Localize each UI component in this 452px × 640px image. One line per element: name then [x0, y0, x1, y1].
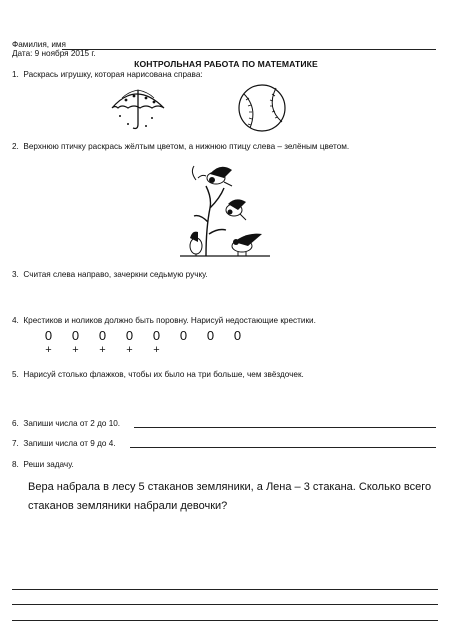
task-text: Верхнюю птичку раскрась жёлтым цветом, а нижнюю птицу слева – зелёным цветом. [23, 142, 350, 151]
task-1 [12, 70, 203, 80]
zeros-row [35, 328, 251, 343]
task-text: Крестиков и ноликов должно быть поровну. Нарисуй недостающие крестики. [23, 316, 316, 325]
umbrella-illustration [108, 84, 168, 134]
date-label: Дата: 9 ноября 2015 г. [12, 49, 96, 58]
problem-line-2: стаканов земляники набрали девочки? [28, 500, 228, 512]
cross: + [45, 344, 52, 356]
zero: 0 [44, 328, 53, 343]
task-text: Запиши числа от 9 до 4. [23, 439, 116, 448]
task-text: Запиши числа от 2 до 10. [23, 419, 121, 428]
task-number: 6. [12, 419, 19, 428]
answer-line[interactable] [12, 620, 438, 621]
task-number: 7. [12, 439, 19, 448]
task-5 [12, 370, 304, 380]
task-4 [12, 316, 316, 326]
task-text: Раскрась игрушку, которая нарисована справа: [23, 70, 203, 79]
task-number: 3. [12, 270, 19, 279]
task-text: Нарисуй столько флажков, чтобы их было на три больше, чем звёздочек. [23, 370, 304, 379]
answer-line-7[interactable] [130, 447, 436, 448]
page-title: КОНТРОЛЬНАЯ РАБОТА ПО МАТЕМАТИКЕ [134, 59, 318, 69]
task-number: 5. [12, 370, 19, 379]
top-bird [207, 167, 232, 186]
bottom-right-bird [232, 234, 262, 256]
zero: 0 [98, 328, 107, 343]
zero: 0 [125, 328, 134, 343]
crosses-row [35, 344, 170, 356]
bottom-left-bird [190, 232, 202, 256]
zero: 0 [152, 328, 161, 343]
zero: 0 [71, 328, 80, 343]
task-7 [12, 439, 116, 449]
surname-label: Фамилия, имя [12, 40, 66, 49]
task-text: Реши задачу. [23, 460, 74, 469]
task-text: Считая слева направо, зачеркни седьмую ручку. [23, 270, 208, 279]
task-8 [12, 460, 74, 470]
zero: 0 [233, 328, 242, 343]
surname-field[interactable] [62, 49, 436, 50]
answer-line[interactable] [12, 604, 438, 605]
answer-line[interactable] [12, 589, 438, 590]
cross: + [153, 344, 160, 356]
task-number: 1. [12, 70, 19, 79]
task-number: 2. [12, 142, 19, 151]
zero: 0 [206, 328, 215, 343]
task-6 [12, 419, 120, 429]
cross: + [99, 344, 106, 356]
task-number: 8. [12, 460, 19, 469]
baseball-illustration [236, 82, 288, 134]
task-number: 4. [12, 316, 19, 325]
zero: 0 [179, 328, 188, 343]
task-3 [12, 270, 208, 280]
cross: + [72, 344, 79, 356]
tree-with-birds-illustration [176, 158, 272, 262]
problem-line-1: Вера набрала в лесу 5 стаканов земляники, а Лена – 3 стакана. Сколько всего [28, 481, 432, 493]
stars-row [62, 381, 174, 394]
task-2 [12, 142, 349, 152]
cross: + [126, 344, 133, 356]
answer-line-6[interactable] [134, 427, 436, 428]
middle-bird [226, 199, 246, 220]
